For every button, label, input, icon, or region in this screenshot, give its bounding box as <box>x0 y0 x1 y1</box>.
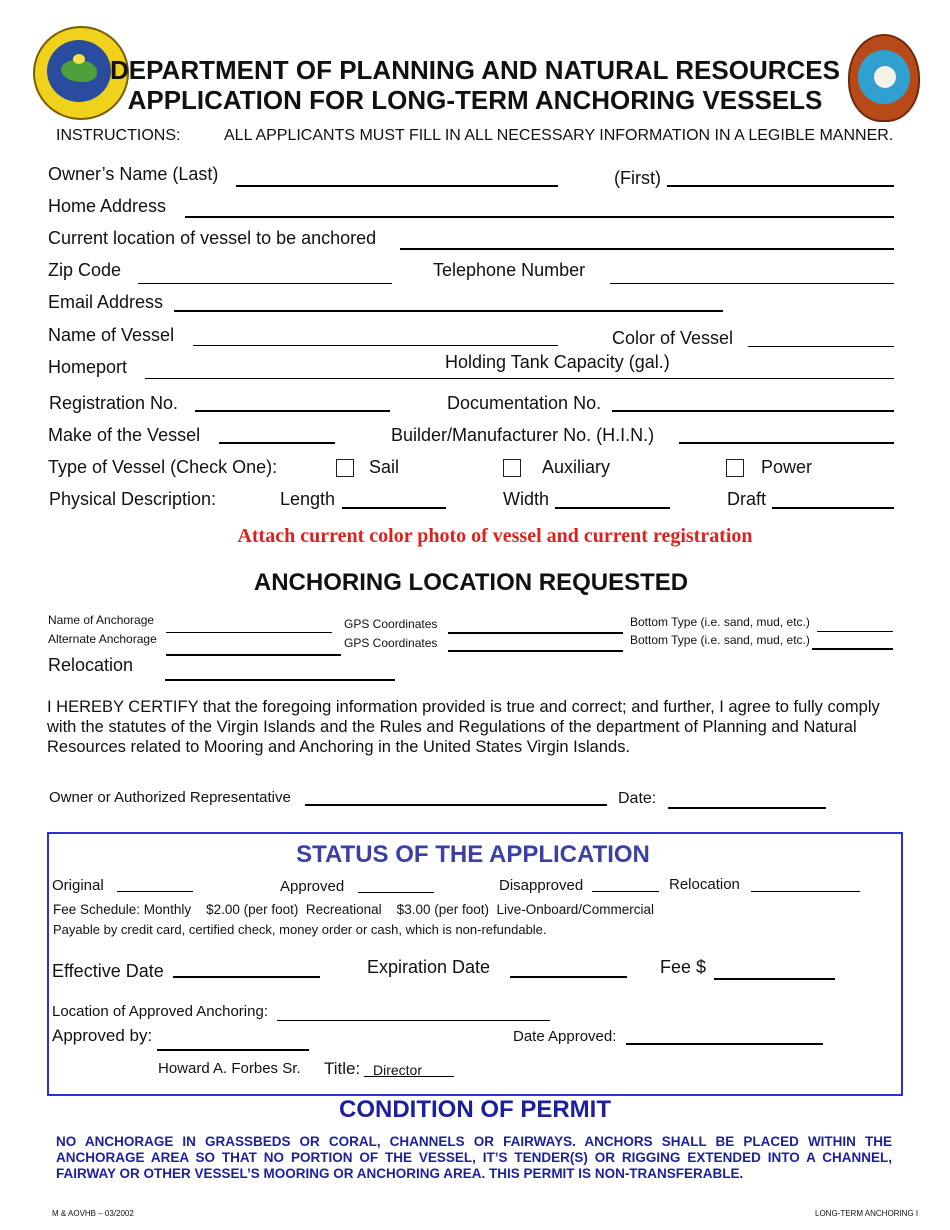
auxiliary-label: Auxiliary <box>542 457 611 477</box>
gps-1-label: GPS Coordinates <box>344 617 438 631</box>
homeport-label: Homeport <box>48 357 128 377</box>
approved-location-field[interactable] <box>277 1020 550 1021</box>
gps-1-field[interactable] <box>448 632 623 634</box>
sail-label: Sail <box>369 457 400 477</box>
gps-2-field[interactable] <box>448 650 623 652</box>
application-title: APPLICATION FOR LONG-TERM ANCHORING VESSELS <box>127 85 823 115</box>
attach-photo-notice: Attach current color photo of vessel and current registration <box>237 525 753 547</box>
permit-conditions-text: NO ANCHORAGE IN GRASSBEDS OR CORAL, CHANNELS OR FAIRWAYS. ANCHORS SHALL BE PLACED WITHIN THE ANCHORAGE AREA SO THAT NO PORTION OF THE VESSEL, IT’S TENDER(S) OR RIGGING EXTENDED INTO A CHANNEL, FAIRWAY OR OTHER VESSEL’S MOORING OR ANCHORING AREA. THIS PERMIT IS NON-TRANSFERABLE. <box>56 1134 892 1181</box>
vessel-name-field[interactable] <box>193 345 558 346</box>
width-label: Width <box>503 489 550 509</box>
holding-tank-label: Holding Tank Capacity (gal.) <box>445 352 670 372</box>
date-approved-label: Date Approved: <box>513 1028 617 1045</box>
fee-schedule-text: Fee Schedule: Monthly $2.00 (per foot) Recreational $3.00 (per foot) Live-Onboard/Commercial <box>53 902 655 917</box>
status-original-field[interactable] <box>117 891 193 892</box>
signer-title-label: Title: <box>324 1059 361 1078</box>
email-label: Email Address <box>48 292 164 312</box>
home-address-field[interactable] <box>185 216 894 218</box>
vessel-name-label: Name of Vessel <box>48 325 175 345</box>
current-location-field[interactable] <box>400 248 894 250</box>
power-checkbox[interactable] <box>726 459 744 477</box>
registration-label: Registration No. <box>49 393 179 413</box>
anchoring-heading: ANCHORING LOCATION REQUESTED <box>253 569 689 596</box>
relocation-field[interactable] <box>165 679 395 681</box>
power-label: Power <box>761 457 813 477</box>
registration-field[interactable] <box>195 410 390 412</box>
zip-code-field[interactable] <box>138 283 392 284</box>
builder-field[interactable] <box>679 442 894 444</box>
alternate-anchorage-label: Alternate Anchorage <box>48 632 157 646</box>
bottom-type-2-field[interactable] <box>812 648 893 650</box>
status-relocation-field[interactable] <box>751 891 860 892</box>
approved-by-label: Approved by: <box>52 1026 153 1045</box>
owner-last-name-field[interactable] <box>236 185 558 187</box>
bottom-type-1-label: Bottom Type (i.e. sand, mud, etc.) <box>630 615 810 629</box>
permit-heading: CONDITION OF PERMIT <box>339 1096 611 1123</box>
department-title: DEPARTMENT OF PLANNING AND NATURAL RESOURCES <box>110 55 840 85</box>
width-field[interactable] <box>555 507 670 509</box>
footer-form-code: M & AOVHB – 03/2002 <box>52 1209 134 1218</box>
telephone-label: Telephone Number <box>433 260 586 280</box>
anchorage-name-label: Name of Anchorage <box>48 613 155 627</box>
draft-label: Draft <box>727 489 767 509</box>
documentation-label: Documentation No. <box>447 393 602 413</box>
fee-label: Fee $ <box>660 957 707 977</box>
relocation-label: Relocation <box>48 655 134 675</box>
status-relocation-label: Relocation <box>669 876 740 893</box>
owner-last-name-label: Owner’s Name (Last) <box>48 164 219 184</box>
make-label: Make of the Vessel <box>48 425 201 445</box>
vessel-type-label: Type of Vessel (Check One): <box>48 457 278 477</box>
expiration-date-field[interactable] <box>510 976 627 978</box>
current-location-label: Current location of vessel to be anchored <box>48 228 377 248</box>
documentation-field[interactable] <box>612 410 894 412</box>
status-disapproved-label: Disapproved <box>499 877 584 894</box>
bottom-type-2-label: Bottom Type (i.e. sand, mud, etc.) <box>630 633 810 647</box>
owner-first-name-label: (First) <box>614 168 661 188</box>
owner-first-name-field[interactable] <box>667 185 894 187</box>
draft-field[interactable] <box>772 507 894 509</box>
email-field[interactable] <box>174 310 723 312</box>
length-label: Length <box>280 489 336 509</box>
home-address-label: Home Address <box>48 196 167 216</box>
certification-text: I HEREBY CERTIFY that the foregoing information provided is true and correct; and further, I agree to fully comply with the statutes of the Virgin Islands and the Rules and Regulations of the department of Planning and Natural Resources related to Mooring and Anchoring in the United States Virgin Islands. <box>47 698 880 756</box>
effective-date-label: Effective Date <box>52 961 164 981</box>
approved-by-field[interactable] <box>157 1049 309 1051</box>
status-approved-label: Approved <box>280 878 345 895</box>
status-approved-field[interactable] <box>358 892 434 893</box>
owner-rep-signature-field[interactable] <box>305 804 607 806</box>
fee-field[interactable] <box>714 978 835 980</box>
builder-label: Builder/Manufacturer No. (H.I.N.) <box>391 425 655 445</box>
signer-title-value: Director <box>373 1062 423 1078</box>
gps-2-label: GPS Coordinates <box>344 636 438 650</box>
anchorage-name-field[interactable] <box>166 632 332 633</box>
signer-name: Howard A. Forbes Sr. <box>158 1060 301 1077</box>
effective-date-field[interactable] <box>173 976 320 978</box>
alternate-anchorage-field[interactable] <box>166 654 341 656</box>
date-approved-field[interactable] <box>626 1043 823 1045</box>
sail-checkbox[interactable] <box>336 459 354 477</box>
telephone-field[interactable] <box>610 283 894 284</box>
bottom-type-1-field[interactable] <box>817 631 893 632</box>
expiration-date-label: Expiration Date <box>367 957 491 977</box>
homeport-field[interactable] <box>145 378 894 379</box>
vessel-color-label: Color of Vessel <box>612 328 734 348</box>
auxiliary-checkbox[interactable] <box>503 459 521 477</box>
physical-description-label: Physical Description: <box>49 489 217 509</box>
instructions-text: ALL APPLICANTS MUST FILL IN ALL NECESSARY INFORMATION IN A LEGIBLE MANNER. <box>224 127 894 144</box>
status-original-label: Original <box>52 877 104 894</box>
status-disapproved-field[interactable] <box>592 891 659 892</box>
instructions-label: INSTRUCTIONS: <box>56 127 181 144</box>
owner-rep-label: Owner or Authorized Representative <box>49 789 291 806</box>
make-field[interactable] <box>219 442 335 444</box>
payable-text: Payable by credit card, certified check, money order or cash, which is non-refundable. <box>53 922 547 937</box>
status-heading: STATUS OF THE APPLICATION <box>296 841 650 868</box>
certify-date-label: Date: <box>618 790 657 807</box>
length-field[interactable] <box>342 507 446 509</box>
approved-location-label: Location of Approved Anchoring: <box>52 1003 268 1020</box>
vessel-color-field[interactable] <box>748 346 894 347</box>
signer-title-underline <box>364 1076 454 1077</box>
footer-form-title: LONG-TERM ANCHORING I <box>815 1209 919 1218</box>
certify-date-field[interactable] <box>668 807 826 809</box>
zip-code-label: Zip Code <box>48 260 122 280</box>
